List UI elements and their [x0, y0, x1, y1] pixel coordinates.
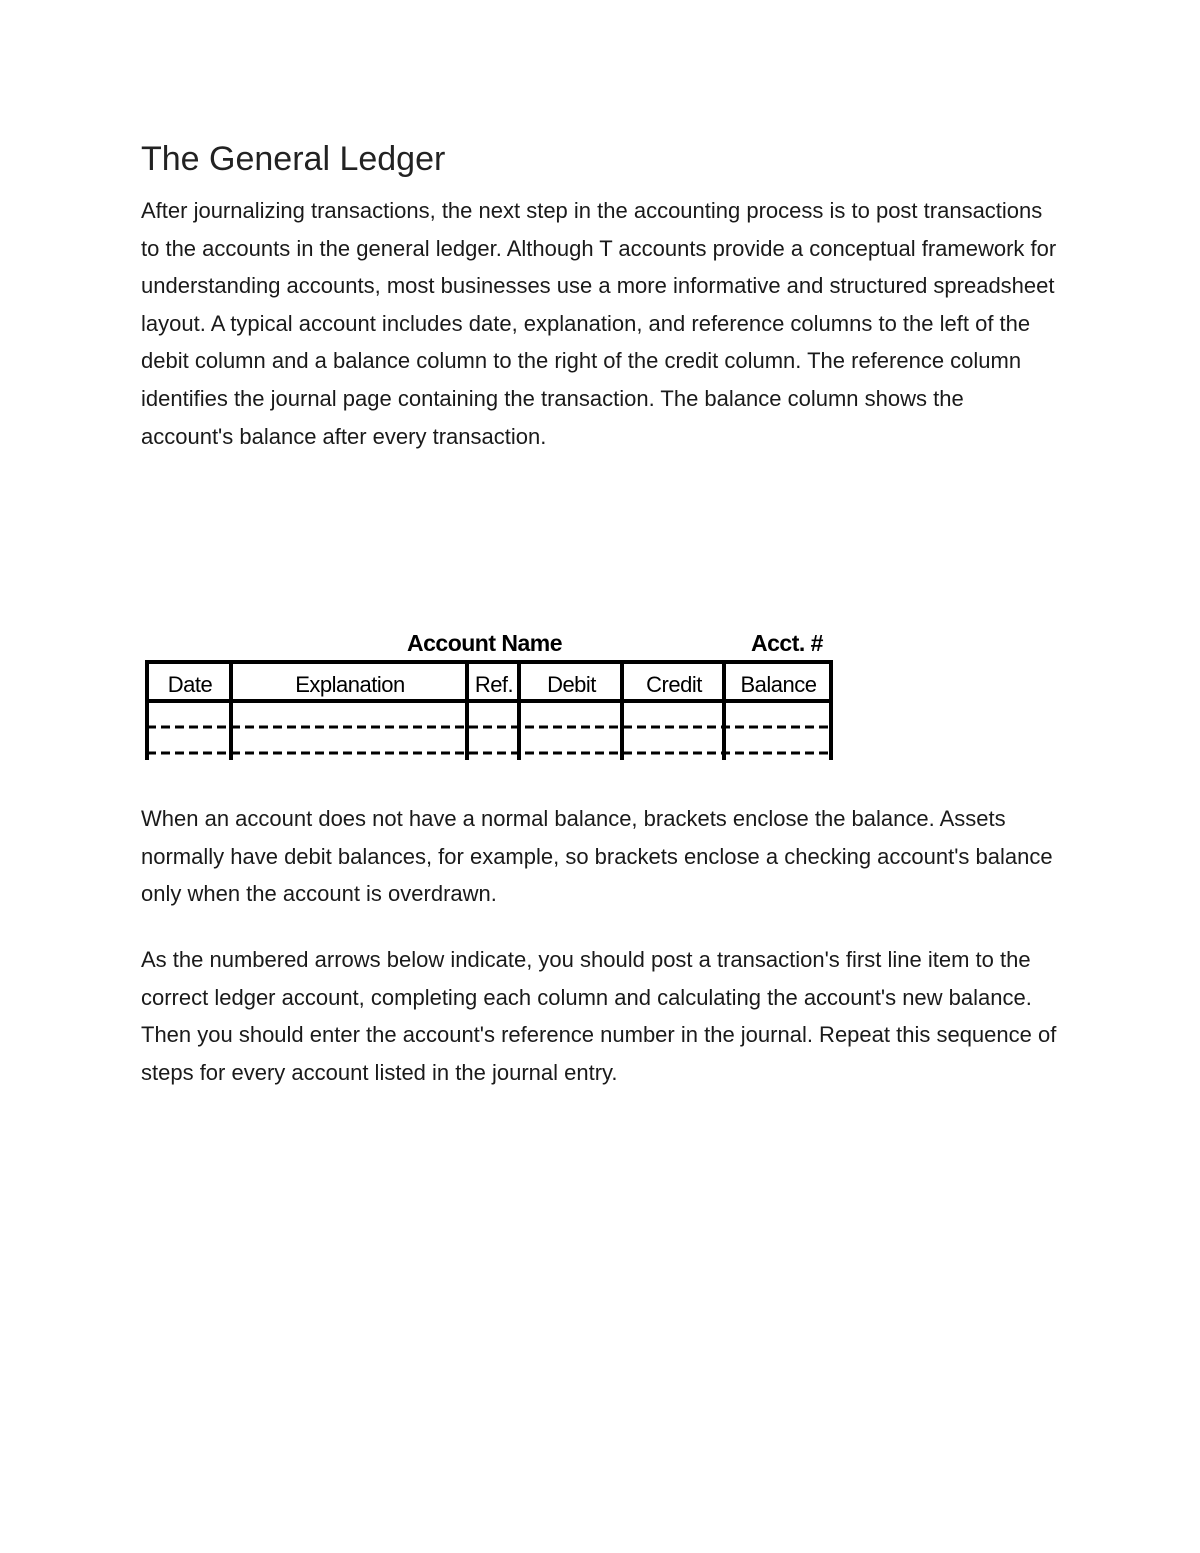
ledger-col-ref: Ref.: [474, 672, 514, 697]
ledger-account-name: Account Name: [407, 630, 563, 656]
ledger-col-balance: Balance: [740, 672, 817, 697]
posting-steps-paragraph: As the numbered arrows below indicate, you should post a transaction's first line item to the correct ledger account, completing each column and calculating the account's new balance. Then you should enter the account's reference number in the journal. Repeat this sequence of steps for every account listed in the journal entry.: [141, 947, 1057, 1085]
intro-paragraph: After journalizing transactions, the next step in the accounting process is to post transactions to the accounts in the general ledger. Although T accounts provide a conceptual framework for understanding accounts, most businesses use a more informative and structured spreadsheet layout. A typical account includes date, explanation, and reference columns to the left of the debit column and a balance column to the right of the credit column. The reference column identifies the journal page containing the transaction. The balance column shows the account's balance after every transaction.: [141, 198, 1057, 449]
ledger-col-debit: Debit: [547, 672, 596, 697]
ledger-account-number: Acct. #: [751, 630, 823, 656]
ledger-col-credit: Credit: [646, 672, 702, 697]
normal-balance-paragraph: When an account does not have a normal balance, brackets enclose the balance. Assets normally have debit balances, for example, so brackets enclose a checking account's balance only when the account is overdrawn.: [141, 806, 1053, 907]
ledger-account-figure: [145, 630, 835, 765]
ledger-col-date: Date: [167, 672, 213, 697]
page-title: The General Ledger: [141, 140, 446, 178]
ledger-col-explanation: Explanation: [295, 672, 405, 697]
